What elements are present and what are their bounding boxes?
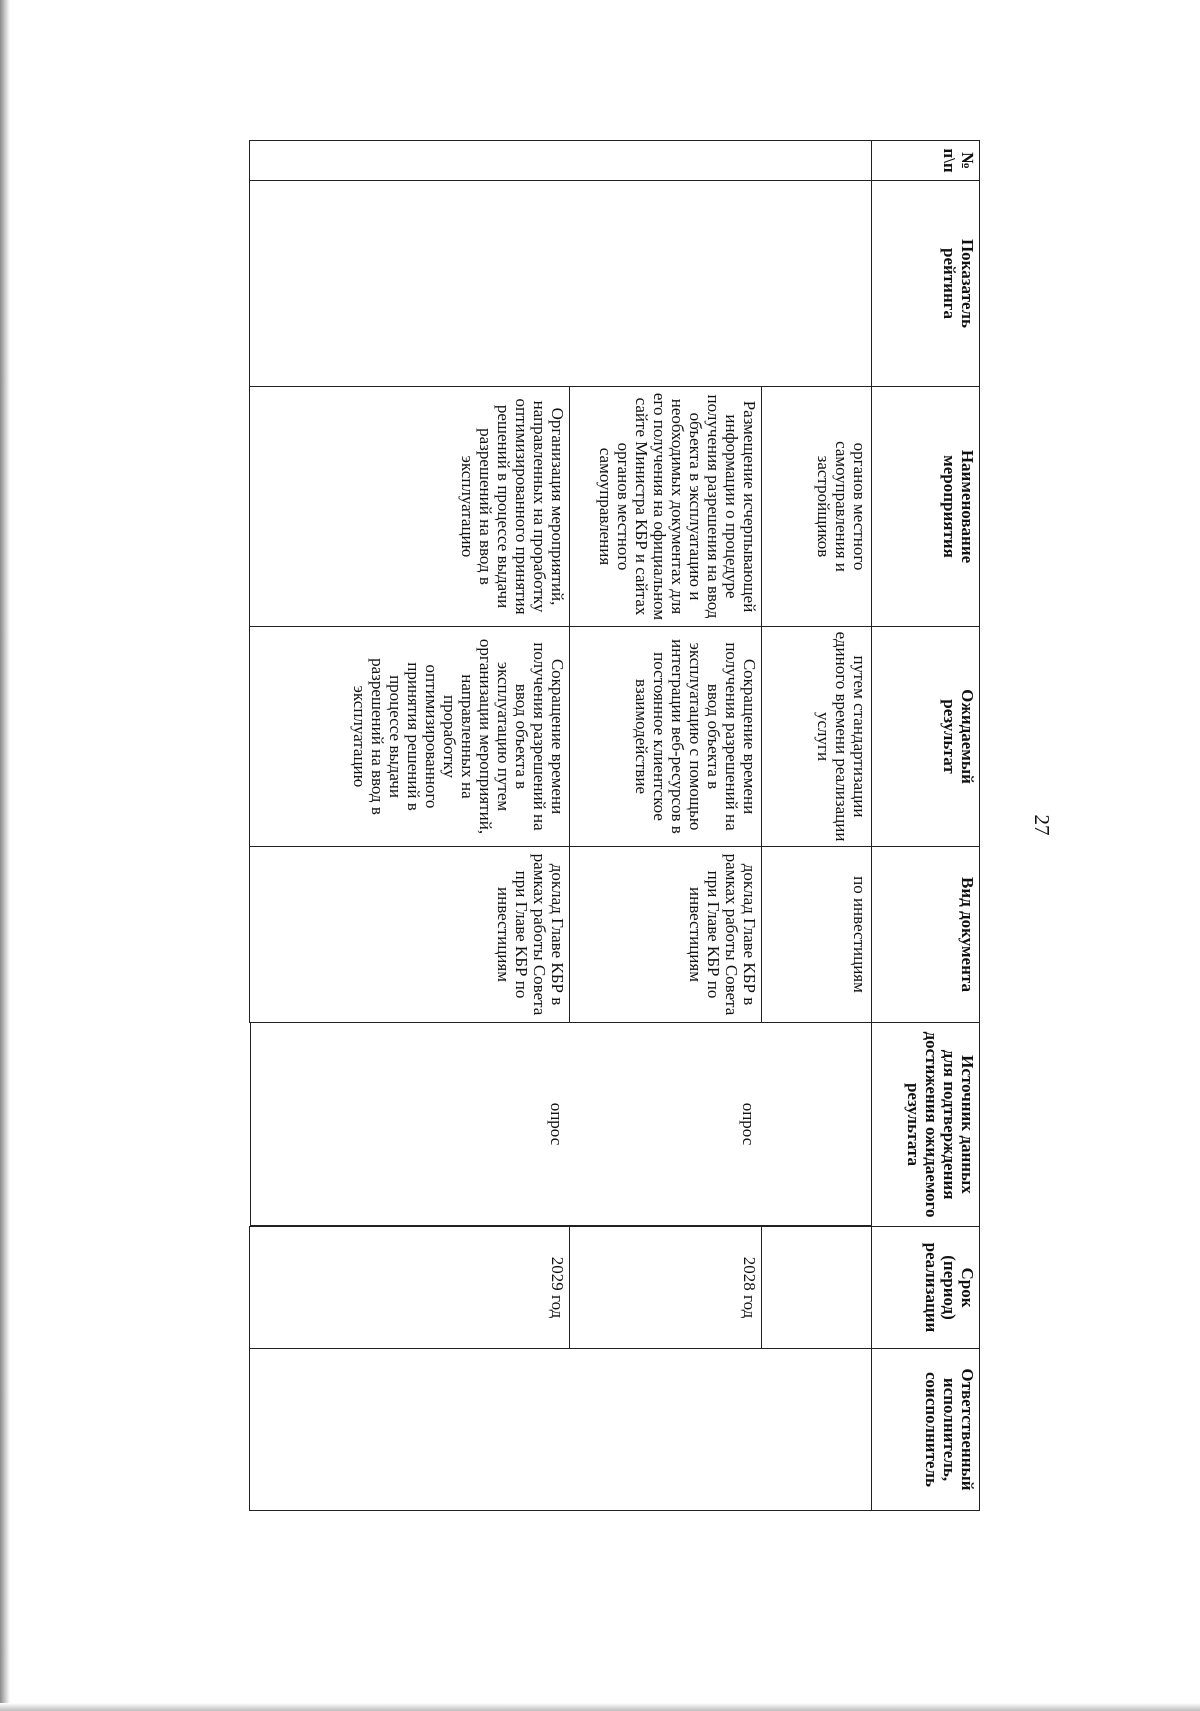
col-header-source: Источник данных для подтверждения достижения ожидаемого результата (872, 1023, 980, 1227)
cell-no (250, 141, 872, 181)
cell-source: опрос (739, 1102, 758, 1146)
cell-result: путем стандартизации единого времени реализации услуги (762, 627, 872, 847)
col-header-period: Срок (период) реализации (872, 1227, 980, 1349)
col-header-measure: Наименование мероприятия (872, 387, 980, 627)
col-header-no: № п\п (872, 141, 980, 181)
cell-source: опрос (547, 1102, 566, 1146)
col-header-indicator: Показатель рейтинга (872, 181, 980, 387)
table-row (762, 141, 872, 1511)
scan-edge-shadow (0, 0, 10, 1711)
cell-doc-type: по инвестициям (762, 847, 872, 1023)
table-header-row (872, 141, 980, 1511)
col-header-doc-type: Вид документа (872, 847, 980, 1023)
cell-result: Сокращение времени получения разрешений на ввод объекта в эксплуатацию с помощью интеграции веб-ресурсов в постоянное клиентское взаимодействие (570, 627, 762, 847)
rotated-page (200, 110, 1060, 1540)
scan-bottom-edge (0, 1703, 1200, 1711)
cell-period: 2029 год (250, 1227, 570, 1349)
cell-measure: органов местного самоуправления и застройщиков (762, 387, 872, 627)
cell-responsible (250, 1349, 872, 1511)
col-header-responsible: Ответственный исполнитель, соисполнитель (872, 1349, 980, 1511)
cell-indicator (250, 181, 872, 387)
col-header-result: Ожидаемый результат (872, 627, 980, 847)
cell-period: 2028 год (570, 1227, 762, 1349)
page-number: 27 (1030, 814, 1054, 836)
source-column (250, 1022, 872, 1226)
cell-doc-type: доклад Главе КБР в рамках работы Совета при Главе КБР по инвестициям (570, 847, 762, 1023)
cell-result: Сокращение времени получения разрешений на ввод объекта в эксплуатацию путем организации мероприятий, направленных на проработку оптимизированного принятия решений в процессе выдачи разрешений на ввод в эксплуатацию (250, 627, 570, 847)
cell-doc-type: доклад Главе КБР в рамках работы Совета при Главе КБР по инвестициям (250, 847, 570, 1023)
cell-period (762, 1227, 872, 1349)
cell-measure: Размещение исчерпывающей информации о процедуре получения разрешения на ввод объекта в эксплуатацию и необходимых документах для его получения на официальном сайте Министра КБР и сайтах органов местного самоуправления (570, 387, 762, 627)
cell-measure: Организация мероприятий, направленных на проработку оптимизированного принятия решений в процессе выдачи разрешений на ввод в эксплуатацию (250, 387, 570, 627)
measures-table (249, 140, 980, 1511)
